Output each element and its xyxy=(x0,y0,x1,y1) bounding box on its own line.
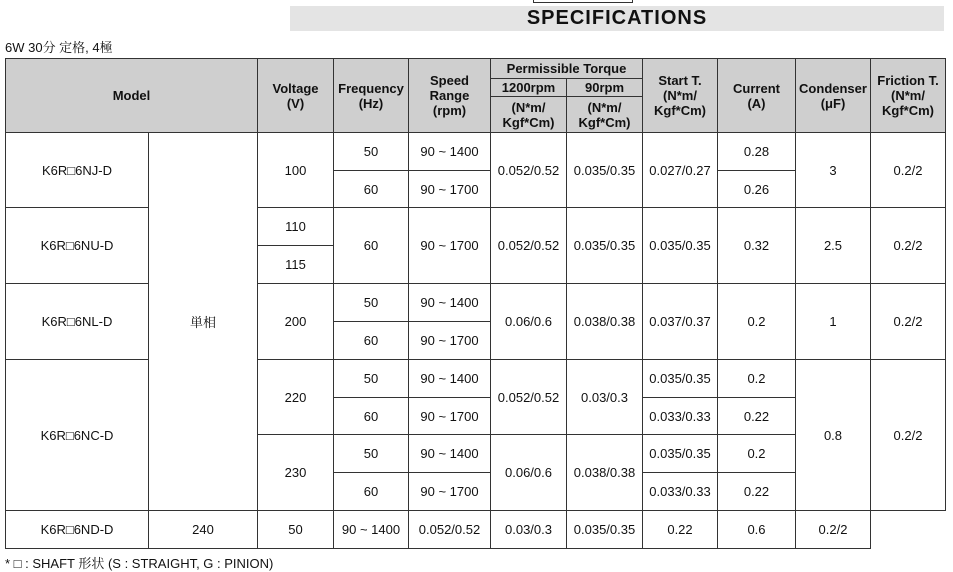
friction-cell: 0.2/2 xyxy=(871,208,946,284)
spec-subtitle: 6W 30分 定格, 4極 xyxy=(5,40,113,55)
frequency-cell: 50 xyxy=(334,360,409,398)
page-title: SPECIFICATIONS xyxy=(526,7,708,29)
torque-1200-cell: 0.052/0.52 xyxy=(491,133,567,208)
torque-1200-cell: 0.052/0.52 xyxy=(409,511,491,549)
header-voltage: Voltage (V) xyxy=(258,59,334,133)
header-model: Model xyxy=(6,59,258,133)
header-current: Current (A) xyxy=(718,59,796,133)
header-unit-90: (N*m/ Kgf*Cm) xyxy=(567,97,643,133)
friction-cell: 0.2/2 xyxy=(796,511,871,549)
current-cell: 0.22 xyxy=(718,398,796,435)
voltage-cell: 200 xyxy=(258,284,334,360)
frequency-cell: 60 xyxy=(334,171,409,208)
start-torque-cell: 0.035/0.35 xyxy=(643,360,718,398)
header-unit-1200: (N*m/ Kgf*Cm) xyxy=(491,97,567,133)
model-nc: K6R□6NC-D xyxy=(6,360,149,511)
header-row-1 xyxy=(6,59,946,79)
frequency-cell: 60 xyxy=(334,208,409,284)
phase-cell: 単相 xyxy=(149,133,258,511)
model-nu: K6R□6NU-D xyxy=(6,208,149,284)
voltage-cell: 100 xyxy=(258,133,334,208)
current-cell: 0.28 xyxy=(718,133,796,171)
frequency-cell: 50 xyxy=(334,435,409,473)
speed-cell: 90 ~ 1400 xyxy=(409,284,491,322)
voltage-cell: 220 xyxy=(258,360,334,435)
title-decoration xyxy=(533,0,633,3)
torque-1200-cell: 0.06/0.6 xyxy=(491,284,567,360)
header-condenser: Condenser (μF) xyxy=(796,59,871,133)
condenser-cell: 1 xyxy=(796,284,871,360)
torque-1200-cell: 0.06/0.6 xyxy=(491,435,567,511)
start-torque-cell: 0.035/0.35 xyxy=(567,511,643,549)
frequency-cell: 50 xyxy=(334,284,409,322)
condenser-cell: 2.5 xyxy=(796,208,871,284)
condenser-cell: 3 xyxy=(796,133,871,208)
speed-cell: 90 ~ 1400 xyxy=(334,511,409,549)
model-nj: K6R□6NJ-D xyxy=(6,133,149,208)
current-cell: 0.22 xyxy=(643,511,718,549)
torque-90-cell: 0.035/0.35 xyxy=(567,133,643,208)
start-torque-cell: 0.035/0.35 xyxy=(643,435,718,473)
voltage-cell: 240 xyxy=(149,511,258,549)
table-row xyxy=(6,360,946,398)
current-cell: 0.2 xyxy=(718,284,796,360)
speed-cell: 90 ~ 1400 xyxy=(409,435,491,473)
speed-cell: 90 ~ 1700 xyxy=(409,322,491,360)
friction-cell: 0.2/2 xyxy=(871,360,946,511)
speed-cell: 90 ~ 1700 xyxy=(409,473,491,511)
torque-90-cell: 0.035/0.35 xyxy=(567,208,643,284)
condenser-cell: 0.8 xyxy=(796,360,871,511)
torque-1200-cell: 0.052/0.52 xyxy=(491,208,567,284)
speed-cell: 90 ~ 1400 xyxy=(409,360,491,398)
current-cell: 0.26 xyxy=(718,171,796,208)
header-start-torque: Start T. (N*m/ Kgf*Cm) xyxy=(643,59,718,133)
torque-90-cell: 0.038/0.38 xyxy=(567,284,643,360)
header-friction-torque: Friction T. (N*m/ Kgf*Cm) xyxy=(871,59,946,133)
current-cell: 0.22 xyxy=(718,473,796,511)
header-frequency: Frequency (Hz) xyxy=(334,59,409,133)
table-row xyxy=(6,284,946,322)
frequency-cell: 50 xyxy=(258,511,334,549)
voltage-cell: 115 xyxy=(258,246,334,284)
start-torque-cell: 0.033/0.33 xyxy=(643,473,718,511)
start-torque-cell: 0.035/0.35 xyxy=(643,208,718,284)
friction-cell: 0.2/2 xyxy=(871,133,946,208)
start-torque-cell: 0.037/0.37 xyxy=(643,284,718,360)
friction-cell: 0.2/2 xyxy=(871,284,946,360)
footnote: * □ : SHAFT 形状 (S : STRAIGHT, G : PINION) xyxy=(5,556,274,571)
current-cell: 0.2 xyxy=(718,435,796,473)
speed-cell: 90 ~ 1400 xyxy=(409,133,491,171)
header-speed-range: Speed Range (rpm) xyxy=(409,59,491,133)
speed-cell: 90 ~ 1700 xyxy=(409,208,491,284)
spec-table xyxy=(5,58,946,549)
frequency-cell: 60 xyxy=(334,398,409,435)
header-90rpm: 90rpm xyxy=(567,79,643,97)
frequency-cell: 60 xyxy=(334,473,409,511)
voltage-cell: 230 xyxy=(258,435,334,511)
start-torque-cell: 0.033/0.33 xyxy=(643,398,718,435)
header-permissible-torque: Permissible Torque xyxy=(491,59,643,79)
voltage-cell: 110 xyxy=(258,208,334,246)
start-torque-cell: 0.027/0.27 xyxy=(643,133,718,208)
frequency-cell: 60 xyxy=(334,322,409,360)
condenser-cell: 0.6 xyxy=(718,511,796,549)
table-row xyxy=(6,208,946,246)
torque-90-cell: 0.038/0.38 xyxy=(567,435,643,511)
speed-cell: 90 ~ 1700 xyxy=(409,171,491,208)
header-1200rpm: 1200rpm xyxy=(491,79,567,97)
frequency-cell: 50 xyxy=(334,133,409,171)
current-cell: 0.32 xyxy=(718,208,796,284)
table-row xyxy=(6,133,946,171)
torque-90-cell: 0.03/0.3 xyxy=(491,511,567,549)
table-row xyxy=(6,511,946,549)
torque-90-cell: 0.03/0.3 xyxy=(567,360,643,435)
model-nl: K6R□6NL-D xyxy=(6,284,149,360)
torque-1200-cell: 0.052/0.52 xyxy=(491,360,567,435)
current-cell: 0.2 xyxy=(718,360,796,398)
model-nd: K6R□6ND-D xyxy=(6,511,149,549)
speed-cell: 90 ~ 1700 xyxy=(409,398,491,435)
